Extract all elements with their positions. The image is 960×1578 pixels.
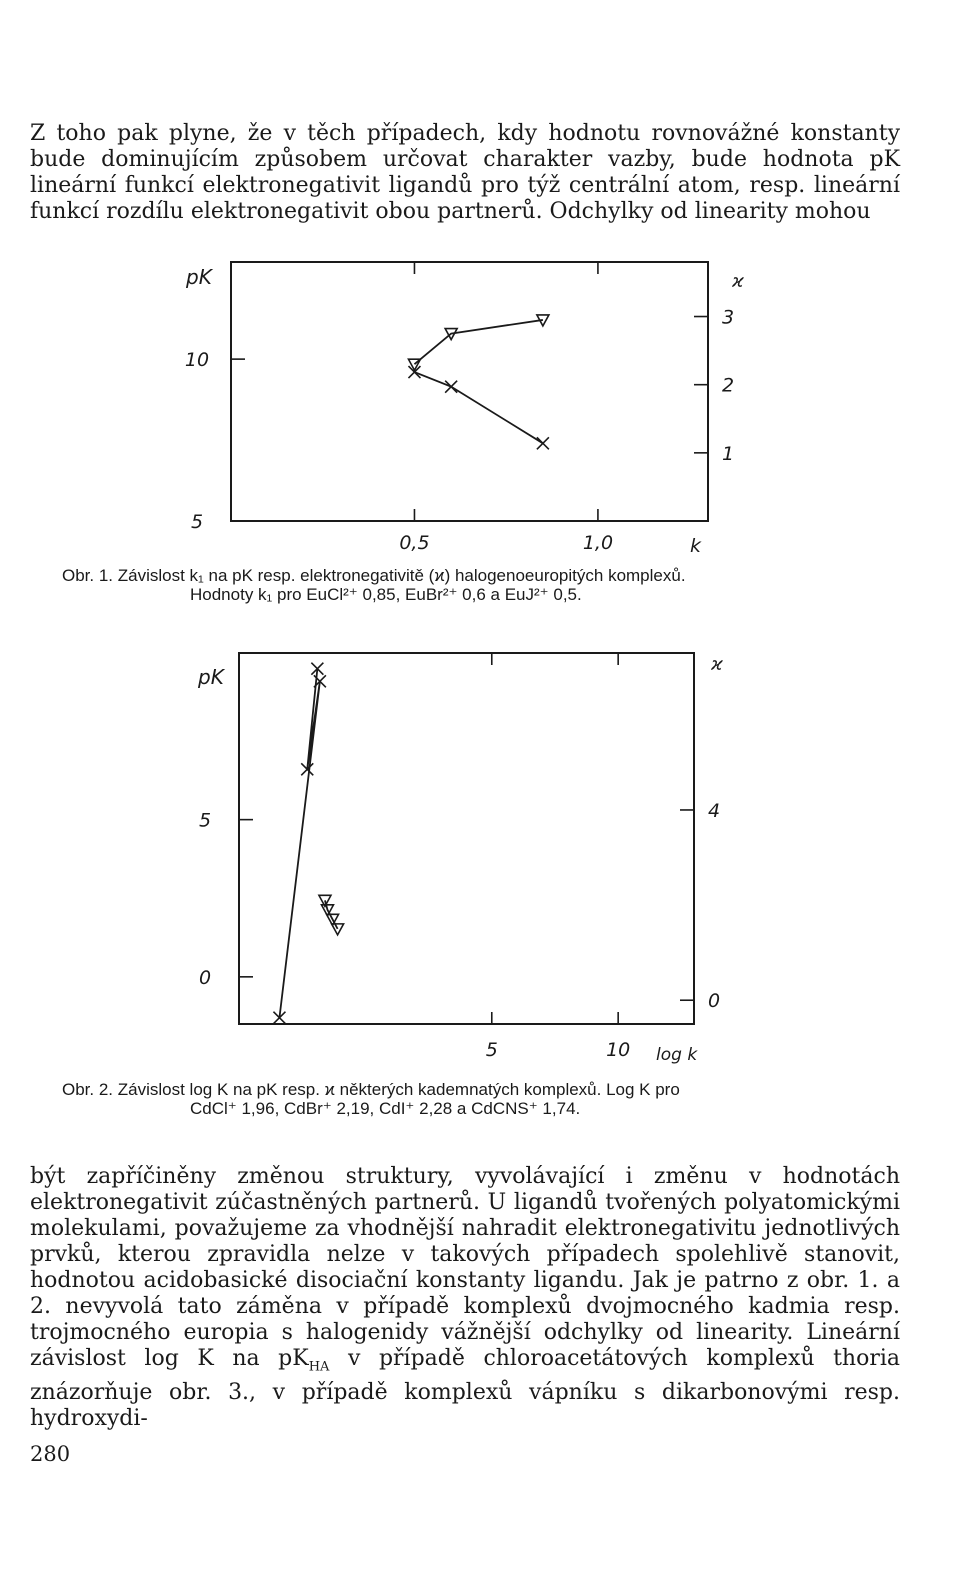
fig1-y2-label: ϰ xyxy=(732,271,744,292)
fig1-y2-tick-label: 3 xyxy=(722,306,735,329)
figure-2-caption-line-1: Obr. 2. Závislost log K na pK resp. ϰ některých kademnatých komplexů. Log K pro xyxy=(62,1080,680,1099)
fig1-frame xyxy=(231,262,708,521)
body-paragraph-bottom xyxy=(30,1164,900,1432)
fig2-y-tick-label: 5 xyxy=(198,809,212,832)
figure-1-caption-line-2: Hodnoty k₁ pro EuCl²⁺ 0,85, EuBr²⁺ 0,6 a EuJ²⁺ 0,5. xyxy=(190,585,582,604)
figure-1-caption xyxy=(62,566,922,604)
fig1-series-2-line xyxy=(414,372,542,443)
fig2-y-tick-label: 0 xyxy=(198,966,212,989)
figure-2-chart xyxy=(0,640,960,1080)
fig1-y-tick-label: 10 xyxy=(184,349,210,372)
fig1-cross-marker xyxy=(537,437,549,449)
page-number: 280 xyxy=(30,1442,71,1466)
fig1-y-label: pK xyxy=(186,265,212,289)
fig1-y2-tick-label: 1 xyxy=(722,442,735,465)
fig1-x-label: k xyxy=(690,535,702,557)
fig2-x-tick-label: 5 xyxy=(485,1039,498,1061)
body-paragraph-top: Z toho pak plyne, že v těch případech, kdy hodnotu rovnovážné konstanty bude dominujícím způsobem určovat charakter vazby, bude hodnota pK lineární funkcí elektronegativit ligandů pro týž centrální atom, resp. lineární funkcí rozdílu elektronegativit obou partnerů. Odchylky od linearity mohou xyxy=(30,121,900,224)
body-paragraph-bottom-text: být zapříčiněny změnou struktury, vyvolávající i změnu v hodnotách elektronegativit zúčastněných partnerů. U ligandů tvořených polyatomickými molekulami, považujeme za vhodnější nahradit elektronegativitu jednotlivých prvků, kterou zpravidla nelze v takových případech spolehlivě stanovit, hodnotou acidobasické disociační konstanty ligandu. Jak je patrno z obr. 1. a 2. nevyvolá tato záměna v případě komplexů dvojmocného kadmia resp. trojmocného europia s halogenidy vážnější odchylky od linearity. Lineární závislost log K na pK xyxy=(30,1164,900,1371)
pka-subscript: HA xyxy=(308,1359,330,1375)
fig2-y-label: pK xyxy=(198,665,224,689)
figure-2-caption-line-2: CdCl⁺ 1,96, CdBr⁺ 2,19, CdI⁺ 2,28 a CdCNS⁺ 1,74. xyxy=(190,1099,581,1118)
fig2-x-label: log k xyxy=(656,1045,698,1065)
fig1-y-tick-label: 5 xyxy=(190,511,204,533)
fig1-cross-marker xyxy=(408,366,420,378)
fig2-y2-label: ϰ xyxy=(711,654,723,675)
fig1-x-tick-label: 0,5 xyxy=(399,532,430,554)
fig1-x-tick-label: 1,0 xyxy=(582,532,614,554)
fig2-triangle-marker xyxy=(332,924,344,935)
fig1-series-1-line xyxy=(414,320,542,364)
body-paragraph-bottom-end: v případě chloroacetátových komplexů thoria znázorňuje obr. 3., v případě komplexů vápníku s dikarbonovými resp. hydroxydi- xyxy=(30,1346,900,1432)
fig2-series-1-line xyxy=(279,669,319,1018)
figure-1-chart xyxy=(0,250,960,560)
fig2-frame xyxy=(239,653,694,1024)
fig1-y2-tick-label: 2 xyxy=(722,374,735,397)
fig1-cross-marker xyxy=(445,381,457,393)
fig2-y2-tick-label: 4 xyxy=(708,799,721,822)
figure-1-caption-line-1: Obr. 1. Závislost k₁ na pK resp. elektronegativitě (ϰ) halogenoeuropitých komplexů. xyxy=(62,566,686,585)
fig2-x-tick-label: 10 xyxy=(606,1039,631,1061)
fig2-y2-tick-label: 0 xyxy=(708,990,721,1013)
figure-2-caption xyxy=(62,1080,922,1118)
